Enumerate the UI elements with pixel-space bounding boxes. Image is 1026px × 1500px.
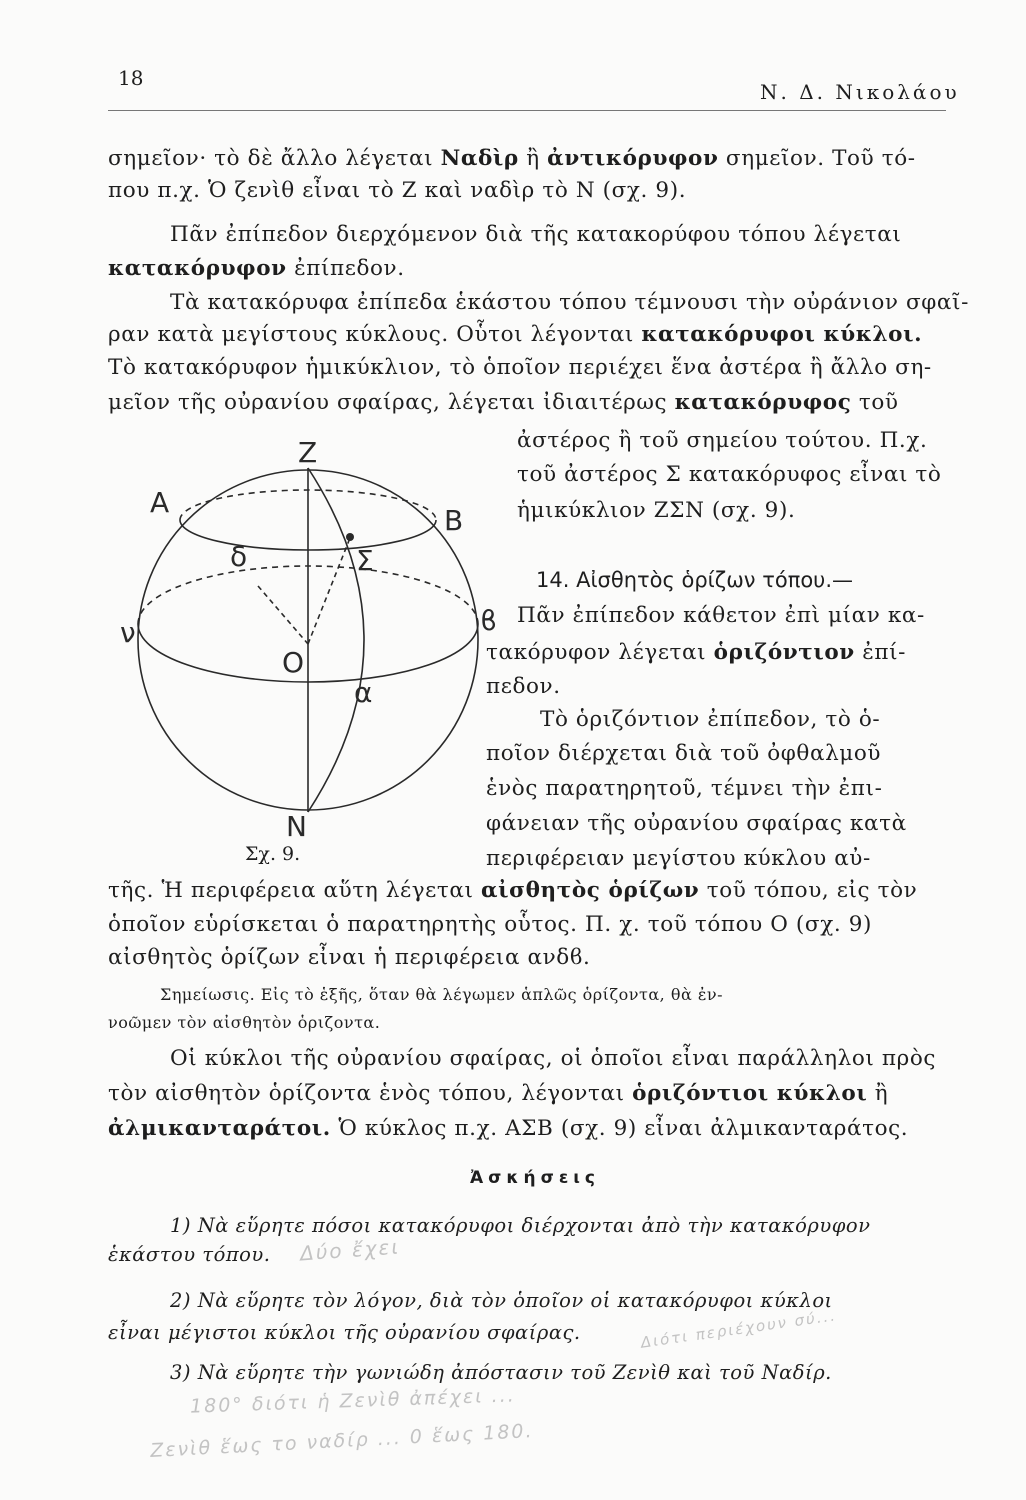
label-z: Z: [298, 436, 318, 469]
text-line: που π.χ. Ὁ ζενὶθ εἶναι τὸ Ζ καὶ ναδὶρ τὸ Ν (σχ. 9).: [108, 178, 687, 203]
vertical-circle-zsn: [308, 468, 364, 812]
text-line: Πᾶν ἐπίπεδον κάθετον ἐπὶ μίαν κα-: [517, 603, 925, 628]
note-line: νοῶμεν τὸν αἰσθητὸν ὁριζοντα.: [108, 1013, 381, 1032]
exercise-line: ἑκάστου τόπου.: [108, 1243, 271, 1266]
text-line: ὁποῖον εὑρίσκεται ὁ παρατηρητὴς οὗτος. Π. χ. τοῦ τόπου Ο (σχ. 9): [108, 912, 872, 937]
text-line: αἰσθητὸς ὁρίζων εἶναι ἡ περιφέρεια ανδϐ.: [108, 945, 591, 970]
figure-caption: Σχ. 9.: [245, 843, 301, 865]
section-heading: 14. Αἰσθητὸς ὁρίζων τόπου.—: [536, 568, 854, 592]
running-header-author: Ν. Δ. Νικολάου: [760, 80, 960, 104]
text-line: τοῦ ἀστέρος Σ κατακόρυφος εἶναι τὸ: [517, 462, 942, 487]
text-line: ἑνὸς παρατηρητοῦ, τέμνει τὴν ἐπι-: [486, 776, 883, 801]
text-line: ἀστέρος ἢ τοῦ σημείου τούτου. Π.χ.: [517, 428, 928, 453]
text-line: περιφέρειαν μεγίστου κύκλου αὐ-: [486, 846, 871, 871]
label-o: O: [282, 646, 305, 679]
handwritten-note: Διότι περιέχουν σύ...: [639, 1306, 838, 1352]
label-a: A: [150, 486, 170, 519]
text-line: τὸν αἰσθητὸν ὁρίζοντα ἑνὸς τόπου, λέγονται ὁριζόντιοι κύκλοι ἢ: [108, 1081, 889, 1106]
text-line: τῆς. Ἡ περιφέρεια αὕτη λέγεται αἰσθητὸς ὁρίζων τοῦ τόπου, εἰς τὸν: [108, 878, 918, 903]
label-b: B: [444, 504, 464, 537]
handwritten-note: Δύο ἔχει: [299, 1234, 401, 1266]
exercise-line: 1) Νὰ εὕρητε πόσοι κατακόρυφοι διέρχονται ἀπὸ τὴν κατακόρυφον: [170, 1214, 871, 1237]
line-o-sigma: [308, 538, 350, 644]
handwritten-note: Ζενὶθ ἕως το ναδίρ ... 0 ἕως 180.: [149, 1419, 535, 1463]
label-n: N: [286, 810, 307, 843]
text-line: ποῖον διέρχεται διὰ τοῦ ὀφθαλμοῦ: [486, 741, 882, 766]
text-line: μεῖον τῆς οὐρανίου σφαίρας, λέγεται ἰδιαιτέρως κατακόρυφος τοῦ: [108, 390, 899, 415]
label-alpha: α: [354, 676, 373, 709]
text-line: Πᾶν ἐπίπεδον διερχόμενον διὰ τῆς κατακορύφου τόπου λέγεται: [170, 222, 902, 247]
text-line: Τὸ κατακόρυφον ἡμικύκλιον, τὸ ὁποῖον περιέχει ἕνα ἀστέρα ἢ ἄλλο ση-: [108, 355, 932, 380]
label-beta: ϐ: [480, 604, 498, 637]
exercises-title: Ἀσκήσεις: [470, 1168, 600, 1188]
page-number: 18: [118, 66, 144, 90]
exercise-line: εἶναι μέγιστοι κύκλοι τῆς οὐρανίου σφαίρας.: [108, 1321, 581, 1344]
text-line: Τὰ κατακόρυφα ἐπίπεδα ἑκάστου τόπου τέμνουσι τὴν οὐράνιον σφαῖ-: [170, 290, 969, 315]
text-line: φάνειαν τῆς οὐρανίου σφαίρας κατὰ: [486, 811, 907, 836]
exercise-line: 3) Νὰ εὕρητε τὴν γωνιώδη ἀπόστασιν τοῦ Ζενὶθ καὶ τοῦ Ναδίρ.: [170, 1361, 832, 1384]
text-line: κατακόρυφον ἐπίπεδον.: [108, 256, 405, 281]
label-sigma: Σ: [356, 544, 374, 577]
header-rule: [108, 110, 946, 111]
star-sigma: [346, 533, 354, 541]
text-line: ραν κατὰ μεγίστους κύκλους. Οὗτοι λέγονται κατακόρυφοι κύκλοι.: [108, 322, 923, 347]
handwritten-note: 180° διότι ἡ Ζενὶθ ἀπέχει ...: [189, 1384, 517, 1418]
text-line: σημεῖον· τὸ δὲ ἄλλο λέγεται Ναδὶρ ἢ ἀντικόρυφον σημεῖον. Τοῦ τό-: [108, 146, 916, 171]
exercise-line: 2) Νὰ εὕρητε τὸν λόγον, διὰ τὸν ὁποῖον οἱ κατακόρυφοι κύκλοι: [170, 1289, 833, 1312]
text-line: Τὸ ὁριζόντιον ἐπίπεδον, τὸ ὁ-: [540, 707, 881, 732]
text-line: ἡμικύκλιον ΖΣΝ (σχ. 9).: [517, 498, 796, 523]
label-delta: δ: [230, 540, 248, 573]
label-nu: ν: [120, 616, 136, 649]
celestial-sphere-figure: [118, 425, 498, 845]
text-line: πεδον.: [486, 674, 561, 699]
text-line: ἀλμικανταράτοι. Ὁ κύκλος π.χ. ΑΣΒ (σχ. 9) εἶναι ἀλμικανταράτος.: [108, 1116, 909, 1141]
line-delta-o: [258, 586, 308, 644]
text-line: Οἱ κύκλοι τῆς οὐρανίου σφαίρας, οἱ ὁποῖοι εἶναι παράλληλοι πρὸς: [170, 1046, 937, 1071]
note-line: Σημείωσις. Εἰς τὸ ἑξῆς, ὅταν θὰ λέγωμεν ἁπλῶς ὁρίζοντα, θὰ ἐν-: [160, 985, 724, 1004]
text-line: τακόρυφον λέγεται ὁριζόντιον ἐπί-: [486, 640, 907, 665]
